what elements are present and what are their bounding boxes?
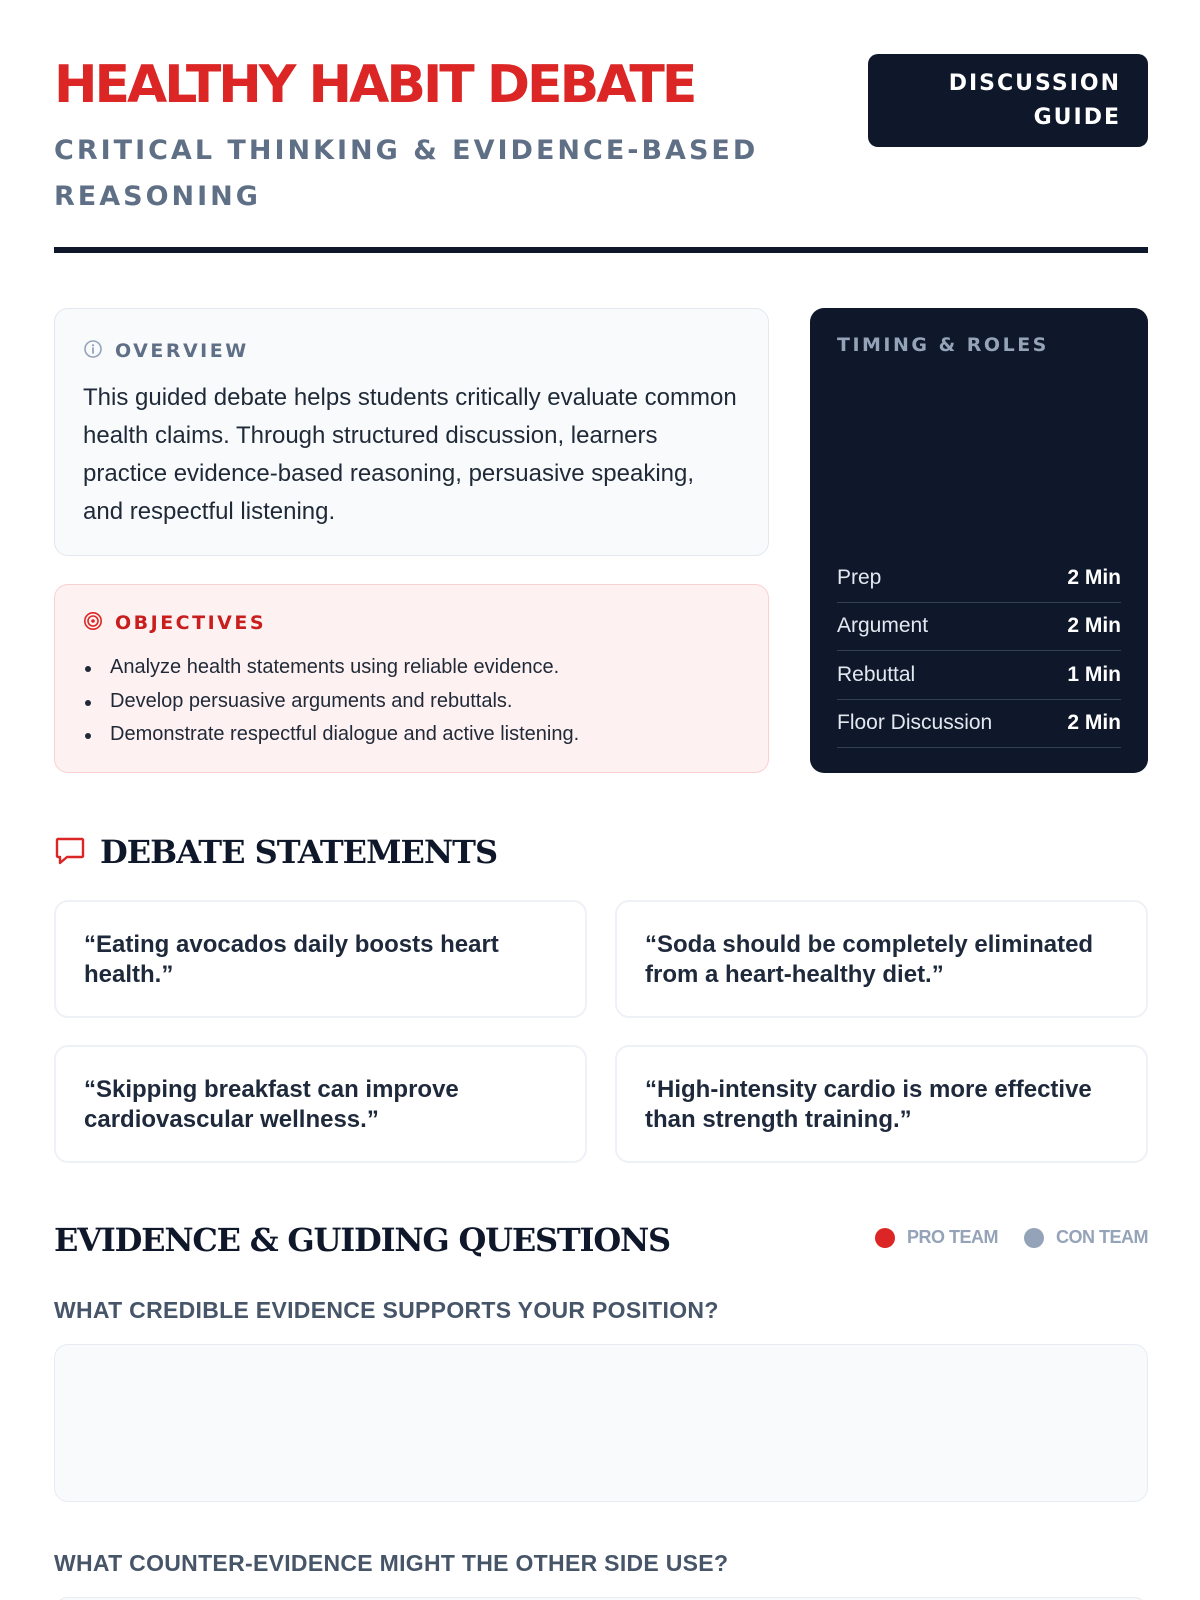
timing-value: 1 Min: [1067, 662, 1121, 686]
timing-label: Argument: [837, 614, 929, 638]
objective-item: Demonstrate respectful dialogue and active listening.: [83, 718, 740, 752]
timing-value: 2 Min: [1067, 565, 1121, 589]
objectives-label-text: OBJECTIVES: [115, 612, 267, 634]
question-label: WHAT CREDIBLE EVIDENCE SUPPORTS YOUR POSITION?: [54, 1297, 719, 1323]
discussion-guide-badge: DISCUSSION GUIDE: [868, 54, 1148, 147]
timing-value: 2 Min: [1067, 614, 1121, 638]
overview-label-text: OVERVIEW: [115, 340, 249, 362]
answer-field[interactable]: [54, 1344, 1148, 1502]
objective-item: Analyze health statements using reliable evidence.: [83, 651, 740, 685]
timing-title: TIMING & ROLES: [837, 334, 1049, 356]
overview-card: [54, 308, 769, 556]
objectives-list: [83, 651, 740, 752]
objectives-label: [83, 607, 740, 639]
question-label: WHAT COUNTER-EVIDENCE MIGHT THE OTHER SIDE USE?: [54, 1550, 729, 1576]
page-subtitle: CRITICAL THINKING & EVIDENCE-BASED REASONING: [54, 135, 759, 212]
objective-item: Develop persuasive arguments and rebuttals.: [83, 685, 740, 719]
page-title: HEALTHY HABIT DEBATE: [54, 55, 695, 115]
overview-label: [83, 335, 740, 367]
target-icon: [83, 611, 103, 636]
timing-row-floor-discussion: [837, 700, 1121, 749]
timing-list: [837, 554, 1121, 748]
debate-statements-heading: [54, 830, 497, 874]
timing-row-prep: [837, 554, 1121, 603]
info-circle-icon: [83, 339, 103, 364]
page-header: [54, 0, 1148, 254]
statement-card: “Skipping breakfast can improve cardiovascular wellness.”: [54, 1045, 587, 1163]
speech-bubble-icon: [54, 834, 86, 871]
legend-label: PRO TEAM: [906, 1227, 998, 1247]
timing-label: Floor Discussion: [837, 711, 993, 735]
timing-row-rebuttal: [837, 651, 1121, 700]
timing-value: 2 Min: [1067, 711, 1121, 735]
timing-label: Rebuttal: [837, 662, 916, 686]
timing-row-argument: [837, 603, 1121, 652]
header-divider: [54, 247, 1148, 253]
legend-pro-team: [875, 1227, 998, 1248]
team-legend: [875, 1227, 1148, 1248]
timing-label: Prep: [837, 565, 882, 589]
legend-con-team: [1024, 1227, 1148, 1248]
debate-statements-title: DEBATE STATEMENTS: [100, 833, 498, 871]
evidence-heading: EVIDENCE & GUIDING QUESTIONS: [54, 1221, 670, 1259]
pro-team-dot: [875, 1228, 895, 1248]
statement-card: “High-intensity cardio is more effective than strength training.”: [615, 1045, 1148, 1163]
statement-card: “Soda should be completely eliminated from a heart-healthy diet.”: [615, 900, 1148, 1018]
legend-label: CON TEAM: [1056, 1227, 1148, 1247]
con-team-dot: [1024, 1228, 1044, 1248]
objectives-card: [54, 584, 769, 773]
statement-card: “Eating avocados daily boosts heart health.”: [54, 900, 587, 1018]
overview-text: This guided debate helps students critically evaluate common health claims. Through structured discussion, learners practice evidence-based reasoning, persuasive speaking, and respectful listening.: [83, 384, 737, 525]
timing-roles-card: [810, 308, 1148, 773]
discussion-guide-page: [54, 0, 1148, 1600]
